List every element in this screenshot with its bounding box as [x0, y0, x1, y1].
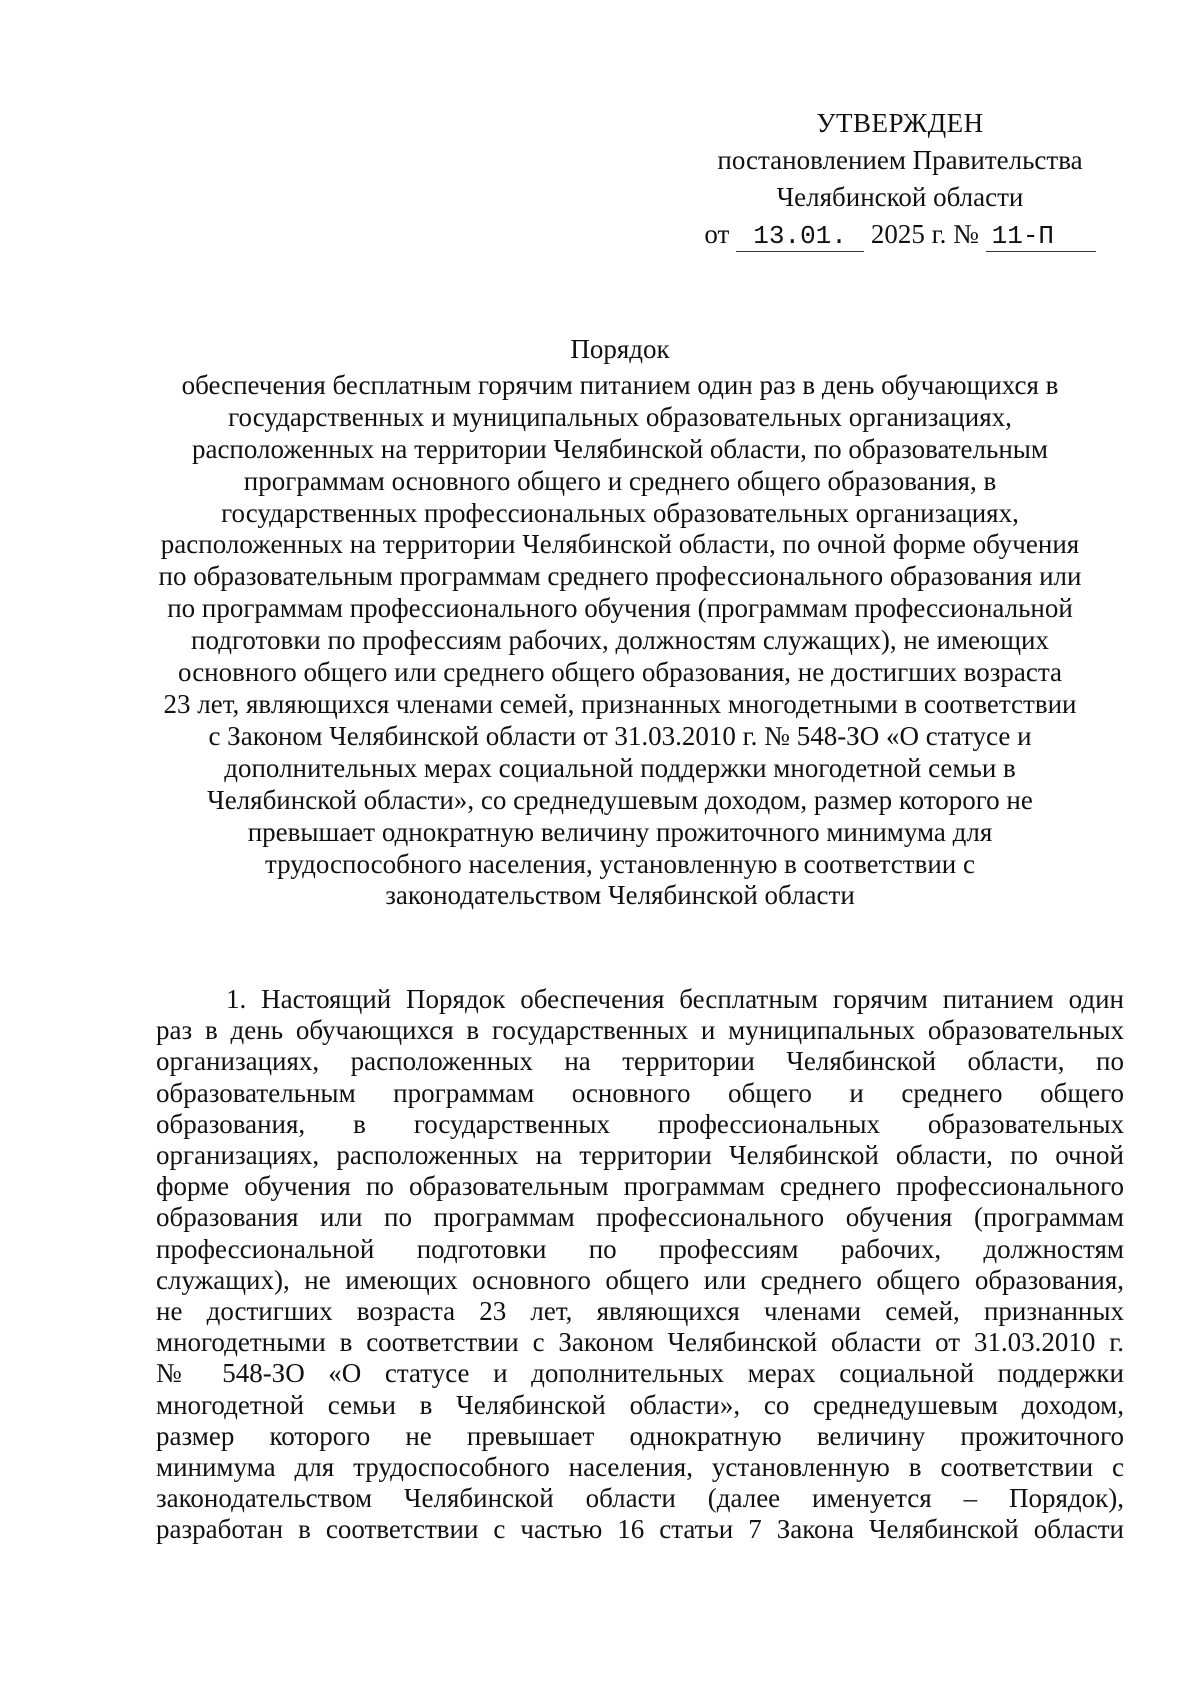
from-label: от	[704, 219, 730, 249]
title-heading: Порядок	[570, 334, 670, 364]
title-line: законодательством Челябинской области	[385, 880, 855, 911]
paragraph-line: 1. Настоящий Порядок обеспечения бесплатным горячим питанием один	[226, 984, 1124, 1014]
title-line: основного общего или среднего общего образования, не достигших возраста	[178, 657, 1062, 688]
title-line: с Законом Челябинской области от 31.03.2010 г. № 548-ЗО «О статусе и	[208, 720, 1032, 751]
title-line: трудоспособного населения, установленную в соответствии с	[265, 848, 975, 879]
paragraph-line: минимума для трудоспособного населения, установленную в соответствии с	[156, 1452, 1124, 1483]
title-line: Челябинской области», со среднедушевым доходом, размер которого не	[207, 784, 1033, 815]
title-line: государственных профессиональных образовательных организациях,	[221, 497, 1019, 528]
paragraph-line: раз в день обучающихся в государственных и муниципальных образовательных	[156, 1015, 1124, 1046]
title-line: расположенных на территории Челябинской области, по образовательным	[191, 433, 1049, 464]
approval-date-line	[690, 216, 1110, 253]
paragraph-line: образования, в государственных профессиональных образовательных	[156, 1108, 1124, 1139]
paragraph-line: законодательством Челябинской области (далее именуется – Порядок),	[156, 1483, 1124, 1514]
title-line: по образовательным программам среднего профессионального образования или	[158, 561, 1082, 592]
paragraph-line: служащих), не имеющих основного общего или среднего общего образования,	[156, 1264, 1124, 1295]
approval-line-2: Челябинской области	[776, 182, 1024, 212]
year-label: 2025 г. №	[870, 219, 979, 249]
paragraph-line: организациях, расположенных на территории Челябинской области, по	[156, 1046, 1124, 1077]
paragraph-line: многодетными в соответствии с Законом Челябинской области от 31.03.2010 г.	[156, 1327, 1124, 1358]
paragraph-line: образования или по программам профессионального обучения (программам	[156, 1202, 1124, 1233]
title-line: государственных и муниципальных образовательных организациях,	[228, 401, 1012, 432]
paragraph-line: не достигших возраста 23 лет, являющихся членами семей, признанных	[156, 1296, 1124, 1327]
number-field: 11-П	[986, 221, 1096, 252]
paragraph-line: профессиональной подготовки по профессиям рабочих, должностям	[156, 1233, 1124, 1264]
title-line: обеспечения бесплатным горячим питанием один раз в день обучающихся в	[181, 369, 1059, 400]
title-line: по программам профессионального обучения (программам профессиональной	[167, 593, 1073, 624]
paragraph-line: разработан в соответствии с частью 16 статьи 7 Закона Челябинской области	[156, 1514, 1124, 1545]
approval-block	[690, 105, 1110, 253]
paragraph-line: многодетной семьи в Челябинской области», со среднедушевым доходом,	[156, 1389, 1124, 1420]
date-field: 13.01.	[736, 221, 864, 252]
title-line: 23 лет, являющихся членами семей, признанных многодетными в соответствии	[163, 688, 1077, 719]
paragraph-line: форме обучения по образовательным программам среднего профессионального	[156, 1171, 1124, 1202]
paragraph-line: № 548-ЗО «О статусе и дополнительных мерах социальной поддержки	[156, 1358, 1124, 1389]
title-line: расположенных на территории Челябинской области, по очной форме обучения	[160, 529, 1080, 560]
document-title	[140, 334, 1100, 912]
approved-label: УТВЕРЖДЕН	[816, 108, 984, 138]
title-line: программам основного общего и среднего общего образования, в	[243, 465, 997, 496]
paragraph-line: образовательным программам основного общего и среднего общего	[156, 1077, 1124, 1108]
approval-line-1: постановлением Правительства	[717, 145, 1083, 175]
paragraph-line: организациях, расположенных на территории Челябинской области, по очной	[156, 1140, 1124, 1171]
title-line: подготовки по профессиям рабочих, должностям служащих), не имеющих	[191, 625, 1049, 656]
title-line: дополнительных мерах социальной поддержки многодетной семьи в	[224, 752, 1016, 783]
paragraph-1	[156, 984, 1124, 1546]
title-line: превышает однократную величину прожиточного минимума для	[247, 816, 993, 847]
paragraph-line: размер которого не превышает однократную величину прожиточного	[156, 1420, 1124, 1451]
